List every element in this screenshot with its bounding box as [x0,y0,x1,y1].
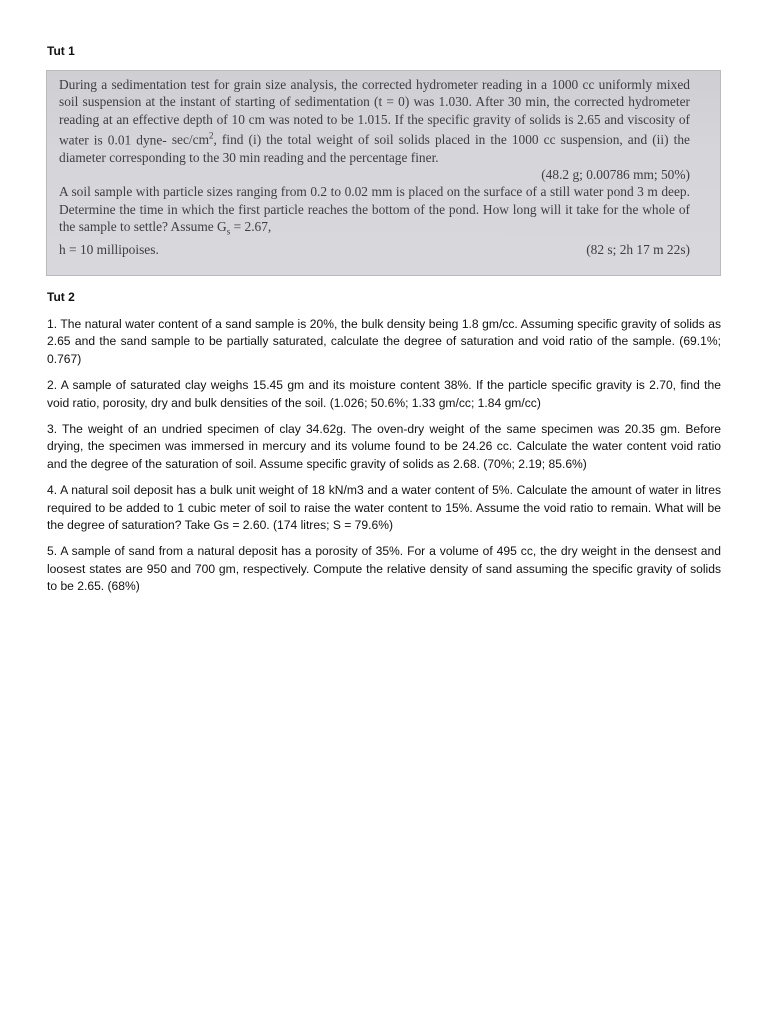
tut2-heading: Tut 2 [47,290,75,304]
tut1-problem2-last-row [59,241,690,258]
tut2-problem-list [47,316,721,605]
tut1-heading: Tut 1 [47,44,75,58]
text-line: noted to be 1.015. If the specific gravity of solids is 2.65 and viscosity of water is 0.01 dyne- [59,111,690,148]
text-line: diameter corresponding to the 30 min reading and the percentage finer. [59,149,439,165]
tut1-problem2-answer: (82 s; 2h 17 m 22s) [586,241,690,257]
text-line: 1000 cc uniformly mixed soil suspension at the instant of starting of sedimentation (t = 0) [59,77,690,110]
text-line: h = 10 millipoises. [59,241,159,257]
tut1-problem1 [59,76,690,166]
tut2-problem: 2. A sample of saturated clay weighs 15.45 gm and its moisture content 38%. If the particle specific gravity is 2.70, find the void ratio, porosity, dry and bulk densities of the soil. (1.026; 50.6%; 1.33 gm/cc; 1.84 gm/cc) [47,378,721,410]
subscript: s [226,226,231,237]
superscript: 2 [209,130,214,141]
tut2-problem: 1. The natural water content of a sand sample is 20%, the bulk density being 1.8 gm/cc. Assuming specific gravity of solids as 2.65 and the sand sample to be partially saturated, calculate the degree of saturation and void ratio of the sample. (69.1%; 0.767) [47,317,721,366]
text-line: During a sedimentation test for grain size analysis, the corrected hydrometer reading in a [59,77,548,92]
tut1-problem2 [59,183,690,241]
text-line: $\sec/cm^2$, find (i) the total weight of soil solids placed in the 1000 cc suspension, and (ii) the [171,130,690,148]
tut1-scanned-excerpt [46,70,721,276]
tut2-problem: 3. The weight of an undried specimen of clay 34.62g. The oven-dry weight of the same specimen was 20.35 gm. Before drying, the specimen was immersed in mercury and its volume found to be 24.26 cc. Calculate the water content void ratio and the degree of the saturation of soil. Assume specific gravity of solids as 2.68. (70%; 2.19; 85.6%) [47,422,721,471]
text-line: was 1.030. After 30 min, the corrected hydrometer reading at an effective depth of 10 cm was [59,94,691,127]
tut2-problem: 5. A sample of sand from a natural deposit has a porosity of 35%. For a volume of 495 cc, the dry weight in the densest and loosest states are 950 and 700 gm, respectively. Compute the relative density of sand assuming the specific gravity of solids to be 2.65. (68%) [47,544,721,594]
tut1-problem1-answer: (48.2 g; 0.00786 mm; 50%) [541,166,690,182]
text-line: A soil sample with particle sizes ranging from 0.2 to 0.02 mm is placed on the surface of a [59,184,547,200]
tut2-problem: 4. A natural soil deposit has a bulk unit weight of 18 kN/m3 and a water content of 5%. Calculate the amount of water in litres required to be added to 1 cubic meter of soil to raise the water content to 15%. Assume the void ratio to remain. What will be the degree of saturation? Take Gs = 2.60. (174 litres; S = 79.6%) [47,483,721,533]
text-line: of the pond. How long will it take for the whole of the sample to settle? Assume $G_s = 2.67$, [59,201,690,237]
text-line: still water pond 3 m deep. Determine the time in which the first particle reaches the bottom [59,184,690,217]
